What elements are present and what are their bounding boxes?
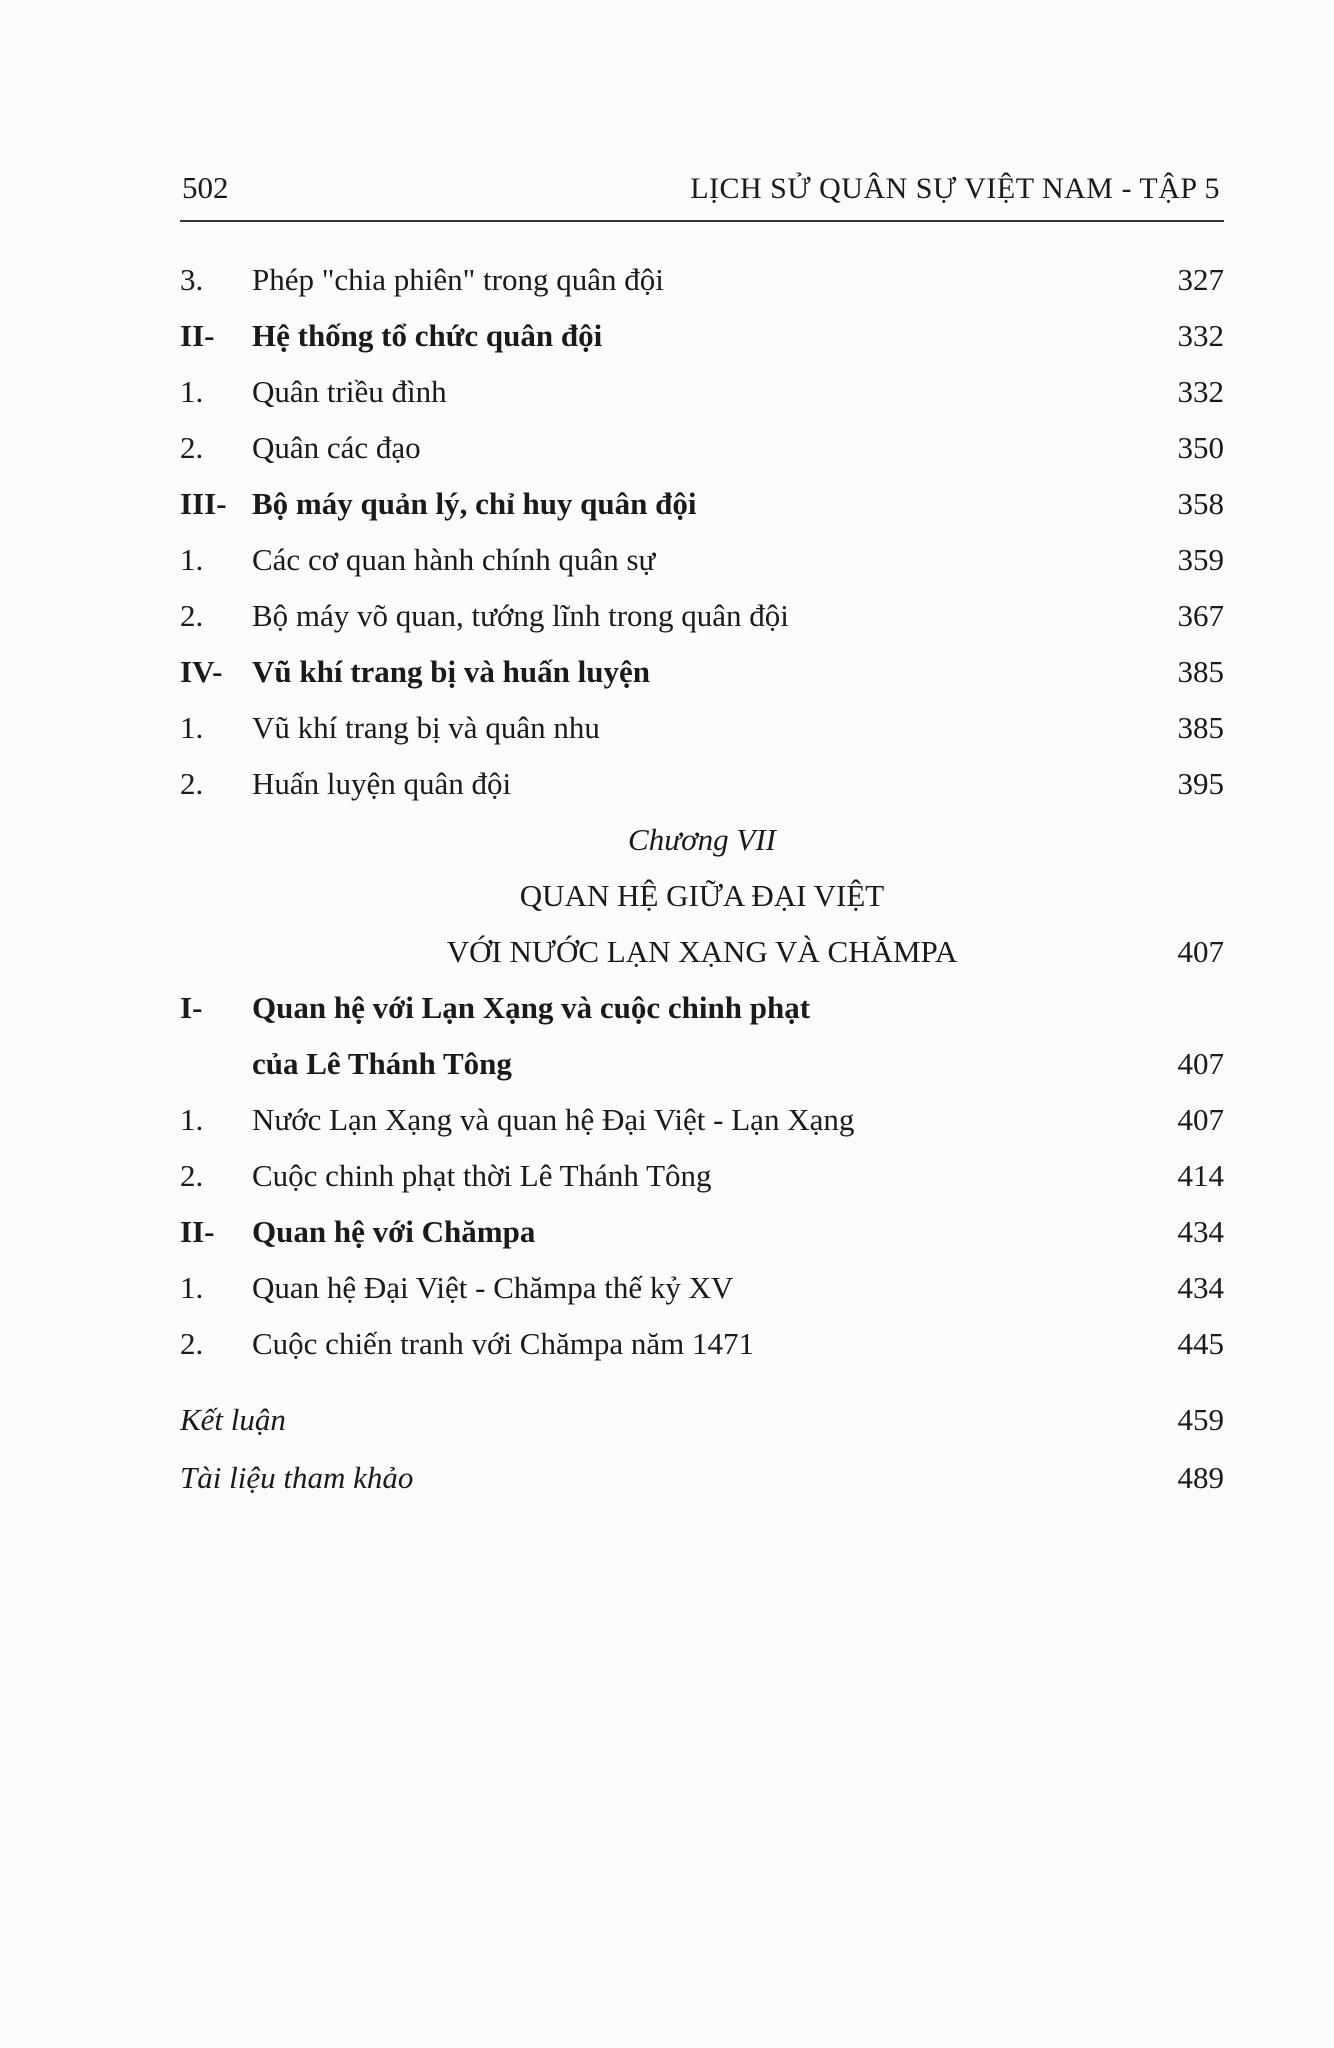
toc-entry (180, 1102, 1224, 1158)
toc-entry-title: Quan hệ với Chămpa (252, 1214, 536, 1249)
toc-entry-page: 358 (1177, 486, 1224, 521)
toc-entry-page: 359 (1177, 542, 1224, 577)
toc-entry-page: 332 (1177, 374, 1224, 409)
toc-section-continued (180, 1046, 1224, 1102)
back-matter-entry (180, 1460, 1224, 1516)
page-number: 502 (182, 170, 229, 205)
toc-entry-title: Phép "chia phiên" trong quân đội (252, 262, 664, 297)
back-matter-page: 459 (1177, 1402, 1224, 1437)
toc-entry (180, 262, 1224, 318)
toc-section (180, 318, 1224, 374)
toc-entry-title: Bộ máy võ quan, tướng lĩnh trong quân đội (252, 598, 789, 633)
toc-entry-number: II- (180, 1214, 215, 1249)
toc-entry-title: Quân triều đình (252, 374, 447, 409)
toc-entry-number: III- (180, 486, 227, 521)
toc-entry-page: 407 (1177, 1102, 1224, 1137)
toc-entry-number: 1. (180, 1102, 204, 1137)
toc-section (180, 1214, 1224, 1270)
toc-entry-title: Quan hệ Đại Việt - Chămpa thế kỷ XV (252, 1270, 734, 1305)
toc-entry (180, 374, 1224, 430)
toc-entry-page: 434 (1177, 1270, 1224, 1305)
toc-entry-number: 1. (180, 710, 204, 745)
toc-entry (180, 430, 1224, 486)
toc-entry-page: 434 (1177, 1214, 1224, 1249)
toc-section (180, 990, 1224, 1046)
toc-entry-title: Huấn luyện quân đội (252, 766, 512, 801)
toc-entry-page: 407 (1177, 1046, 1224, 1081)
toc-entry-title: Bộ máy quản lý, chỉ huy quân đội (252, 486, 697, 521)
page-header (180, 168, 1224, 222)
toc-entry-number: 2. (180, 766, 204, 801)
toc-entry-page: 385 (1177, 710, 1224, 745)
toc-entry-title: Các cơ quan hành chính quân sự (252, 542, 656, 577)
toc-entry (180, 598, 1224, 654)
toc-entry-page: 327 (1177, 262, 1224, 297)
back-matter-entry (180, 1402, 1224, 1458)
toc-entry-page: 445 (1177, 1326, 1224, 1361)
toc-entry-title: Vũ khí trang bị và quân nhu (252, 710, 600, 745)
toc-entry-number: I- (180, 990, 203, 1025)
toc-entry (180, 1158, 1224, 1214)
chapter-page: 407 (1177, 934, 1224, 969)
toc-section (180, 654, 1224, 710)
toc-entry-page: 395 (1177, 766, 1224, 801)
toc-entry-page: 332 (1177, 318, 1224, 353)
toc-entry-title: Cuộc chiến tranh với Chămpa năm 1471 (252, 1326, 754, 1361)
running-title: LỊCH SỬ QUÂN SỰ VIỆT NAM - TẬP 5 (690, 172, 1220, 205)
toc-entry-number: 1. (180, 1270, 204, 1305)
toc-entry-title: Quan hệ với Lạn Xạng và cuộc chinh phạt (252, 990, 811, 1025)
toc-entry-page: 367 (1177, 598, 1224, 633)
toc-entry-number: 2. (180, 598, 204, 633)
toc-entry-number: 2. (180, 1326, 204, 1361)
toc-entry-number: IV- (180, 654, 223, 689)
toc-entry-title: Cuộc chinh phạt thời Lê Thánh Tông (252, 1158, 712, 1193)
toc-entry (180, 710, 1224, 766)
toc-entry-number: 2. (180, 1158, 204, 1193)
chapter-title-row (180, 934, 1224, 990)
back-matter-page: 489 (1177, 1460, 1224, 1495)
back-matter-title: Kết luận (180, 1402, 286, 1437)
back-matter-title: Tài liệu tham khảo (180, 1460, 414, 1495)
chapter-label: Chương VII (628, 822, 776, 857)
toc-entry-title: Hệ thống tổ chức quân đội (252, 318, 603, 353)
toc-section (180, 486, 1224, 542)
toc-entry (180, 1270, 1224, 1326)
toc-entry (180, 766, 1224, 822)
toc-entry-title: của Lê Thánh Tông (252, 1046, 512, 1081)
toc-entry-title: Nước Lạn Xạng và quan hệ Đại Việt - Lạn Xạng (252, 1102, 855, 1137)
toc-entry-page: 350 (1177, 430, 1224, 465)
toc-entry-page: 385 (1177, 654, 1224, 689)
chapter-title-line1: QUAN HỆ GIỮA ĐẠI VIỆT (519, 878, 885, 913)
toc-entry (180, 1326, 1224, 1382)
toc-entry-title: Vũ khí trang bị và huấn luyện (252, 654, 650, 689)
toc-entry-number: 1. (180, 542, 204, 577)
toc-entry-title: Quân các đạo (252, 430, 421, 465)
toc-entry (180, 542, 1224, 598)
toc-entry-page: 414 (1177, 1158, 1224, 1193)
chapter-title-line2: VỚI NƯỚC LẠN XẠNG VÀ CHĂMPA (446, 934, 958, 969)
toc-entry-number: 2. (180, 430, 204, 465)
toc-entry-number: 3. (180, 262, 204, 297)
toc-entry-number: 1. (180, 374, 204, 409)
toc-entry-number: II- (180, 318, 215, 353)
